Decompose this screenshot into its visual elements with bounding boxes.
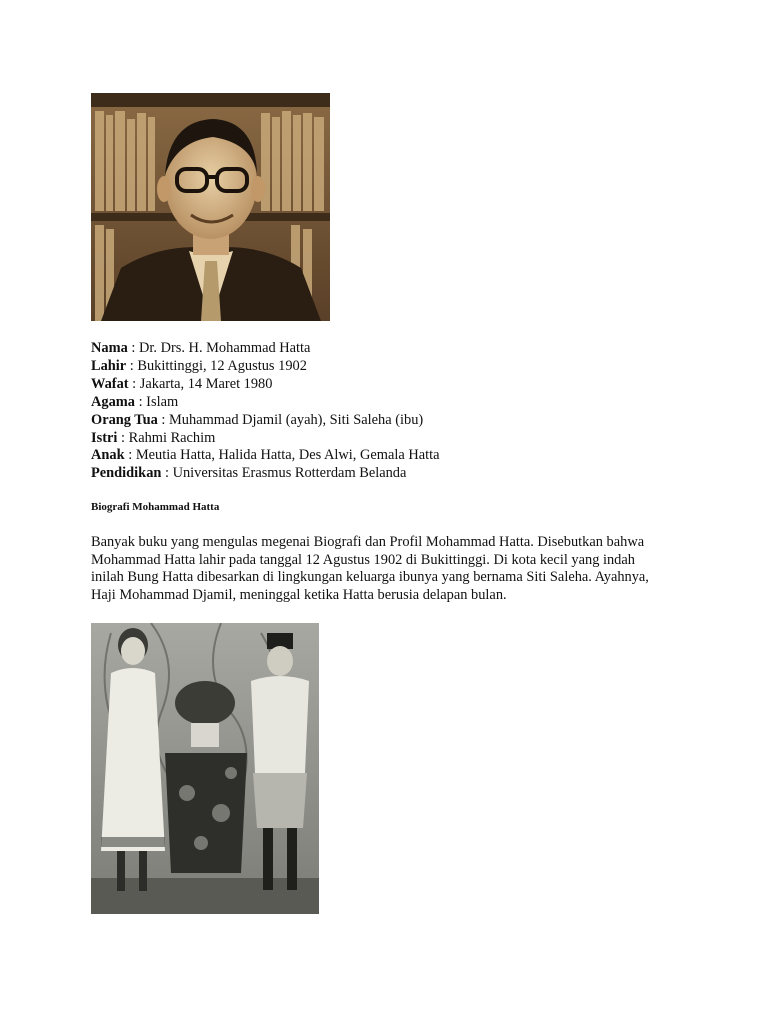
- section-heading: Biografi Mohammad Hatta: [91, 501, 220, 513]
- bio-row-orang-tua: [91, 412, 691, 430]
- bio-row-pendidikan: [91, 465, 691, 483]
- bio-value: Jakarta, 14 Maret 1980: [139, 375, 273, 392]
- bio-key: Wafat: [91, 375, 129, 392]
- bio-key: Pendidikan: [91, 465, 162, 482]
- bio-row-lahir: [91, 358, 691, 376]
- portrait-illustration: [91, 93, 330, 321]
- paragraph-line: Haji Mohammad Djamil, meninggal ketika Hatta berusia delapan bulan.: [91, 586, 507, 603]
- biography-paragraph: [91, 534, 691, 604]
- bio-info-list: [91, 340, 691, 483]
- bio-value: Universitas Erasmus Rotterdam Belanda: [172, 465, 407, 482]
- bio-row-wafat: [91, 376, 691, 394]
- bio-value: Islam: [146, 393, 179, 410]
- bio-row-nama: [91, 340, 691, 358]
- bio-separator: :: [126, 357, 138, 374]
- bio-key: Orang Tua: [91, 411, 158, 428]
- bio-value: Meutia Hatta, Halida Hatta, Des Alwi, Gemala Hatta: [135, 447, 440, 464]
- bio-key: Lahir: [91, 357, 127, 374]
- bio-key: Anak: [91, 447, 125, 464]
- bio-separator: :: [124, 447, 136, 464]
- bio-key: Nama: [91, 340, 128, 356]
- paragraph-line: inilah Bung Hatta dibesarkan di lingkungan keluarga ibunya yang bernama Siti Saleha. Ayahnya,: [91, 569, 649, 586]
- bio-separator: :: [157, 411, 169, 428]
- bio-row-anak: [91, 447, 691, 465]
- bio-row-agama: [91, 394, 691, 412]
- bio-value: Rahmi Rachim: [128, 429, 216, 446]
- paragraph-line: Banyak buku yang mengulas megenai Biografi dan Profil Mohammad Hatta. Disebutkan bahwa: [91, 534, 645, 550]
- childhood-illustration: [91, 623, 319, 914]
- childhood-photo: [91, 623, 319, 914]
- portrait-photo: [91, 93, 330, 321]
- bio-separator: :: [134, 393, 147, 410]
- bio-separator: :: [128, 375, 140, 392]
- bio-value: Muhammad Djamil (ayah), Siti Saleha (ibu): [169, 411, 424, 428]
- bio-key: Istri: [91, 429, 118, 446]
- bio-key: Agama: [91, 393, 135, 410]
- bio-separator: :: [161, 465, 173, 482]
- bio-row-istri: [91, 430, 691, 448]
- bio-separator: :: [127, 340, 139, 356]
- paragraph-line: Mohammad Hatta lahir pada tanggal 12 Agustus 1902 di Bukittinggi. Di kota kecil yang indah: [91, 551, 635, 568]
- bio-separator: :: [117, 429, 129, 446]
- bio-value: Dr. Drs. H. Mohammad Hatta: [138, 340, 311, 356]
- bio-value: Bukittinggi, 12 Agustus 1902: [137, 357, 307, 374]
